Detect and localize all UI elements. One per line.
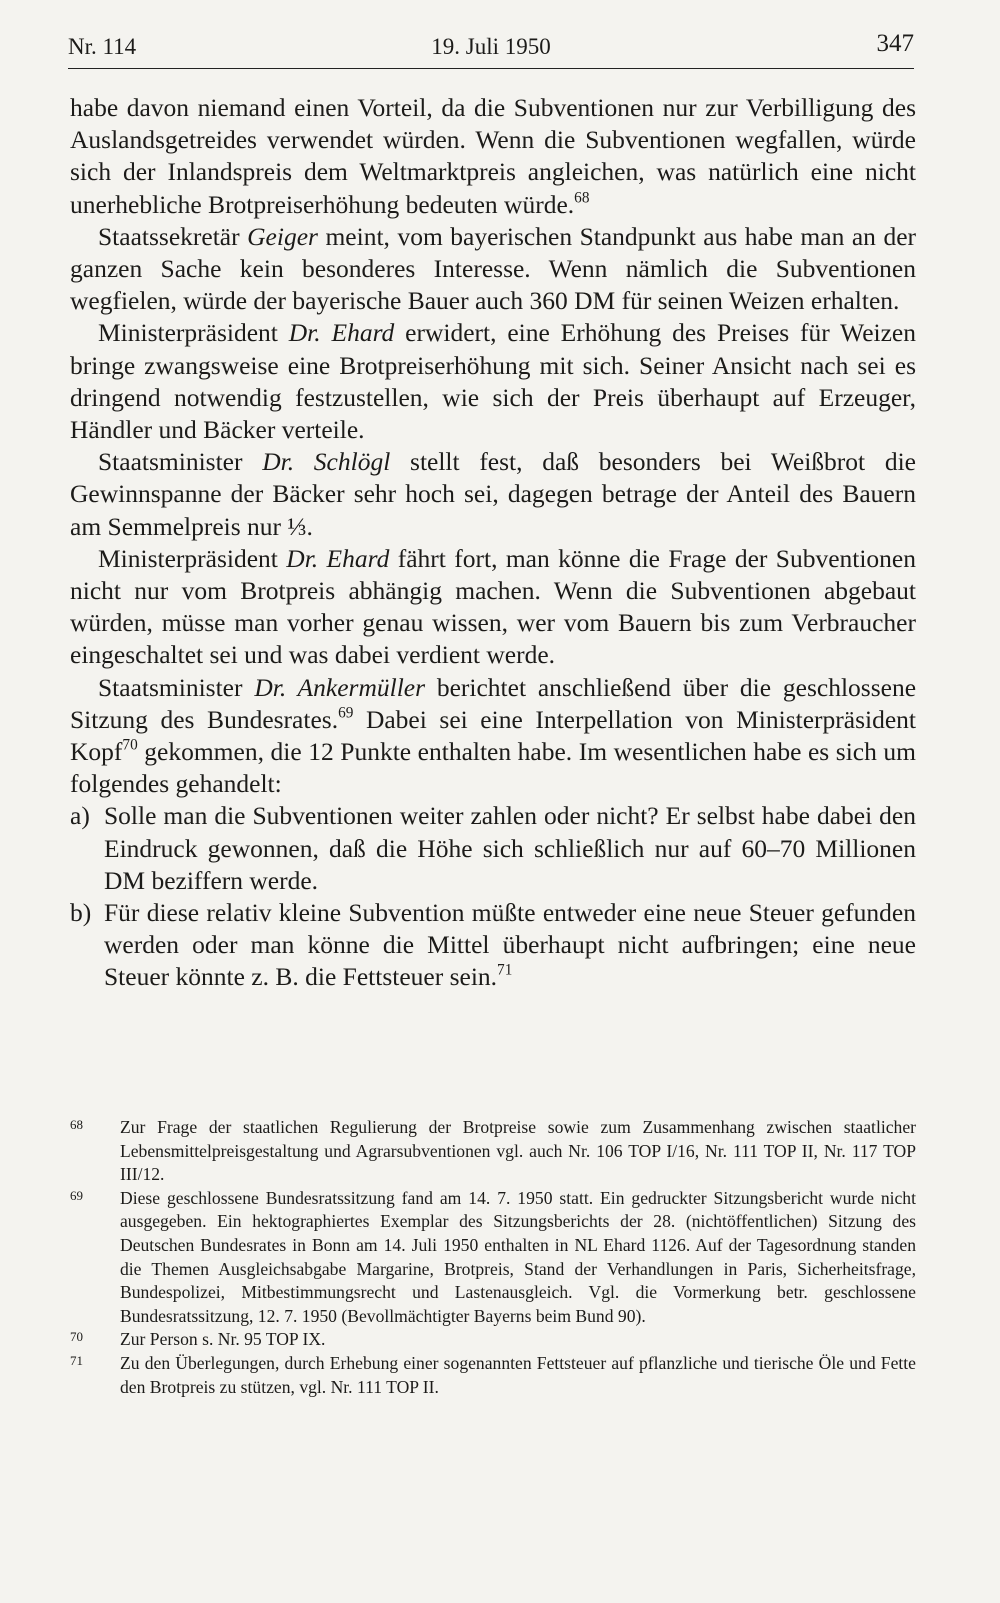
paragraph: Ministerpräsident Dr. Ehard fährt fort, man könne die Frage der Subventionen nicht nur vom Brotpreis abhängig machen. Wenn die Subventionen abgebaut würden, müsse man vorher genau wissen, wer vom Bauern bis zum Verbraucher eingeschaltet sei und was dabei verdient werde. xyxy=(70,543,916,670)
footnote-ref: 71 xyxy=(497,961,513,979)
footnote-text: Diese geschlossene Bundesratssitzung fand am 14. 7. 1950 statt. Ein gedruckter Sitzungsbericht wurde nicht ausgegeben. Ein hektographiertes Exemplar des Sitzungsberichts der 28. (nichtöffentlichen) Sitzung des Deutschen Bundesrates in Bonn am 14. Juli 1950 enthalten in NL Ehard 1126. Auf der Tagesordnung standen die Themen Ausgleichsabgabe Margarine, Brotpreis, Stand der Verhandlungen in Paris, Sicherheitsfrage, Bundespolizei, Mitbestimmungsrecht und Lastenausgleich. Vgl. die Vormerkung betr. geschlossene Bundesratssitzung, 12. 7. 1950 (Bevollmächtigter Bayerns beim Bund 90). xyxy=(120,1187,916,1326)
paragraph: Staatsminister Dr. Ankermüller berichtet anschließend über die geschlossene Sitzung des Bundesrates.$^{69}$ Dabei sei eine Interpellation von Ministerpräsident Kopf$^{70}$ gekommen, die 12 Punkte enthalten habe. Im wesentlichen habe es sich um folgendes gehandelt: xyxy=(70,672,917,799)
speaker-name: Dr. Schlögl xyxy=(262,447,391,477)
paragraph: Staatsminister Dr. Schlögl stellt fest, daß besonders bei Weißbrot die Gewinnspanne der Bäcker sehr hoch sei, dagegen betrage der Anteil des Bauern am Semmelpreis nur ⅓. xyxy=(70,447,916,541)
speaker-name: Geiger xyxy=(247,221,318,251)
document-date: 19. Juli 1950 xyxy=(431,34,551,59)
footnote xyxy=(70,1328,916,1352)
document-number: Nr. 114 xyxy=(68,34,137,59)
footnote-number: 68 xyxy=(70,1117,83,1132)
footnote-text: Zur Frage der staatlichen Regulierung der Brotpreise sowie zum Zusammenhang zwischen staatlicher Lebensmittelpreisgestaltung und Agrarsubventionen vgl. auch Nr. 106 TOP I/16, Nr. 111 TOP II, Nr. 117 TOP III/12. xyxy=(120,1117,916,1185)
paragraph: habe davon niemand einen Vorteil, da die Subventionen nur zur Verbilligung des Auslandsgetreides verwendet würden. Wenn die Subventionen wegfallen, würde sich der Inlandspreis dem Weltmarktpreis angleichen, was natürlich eine nicht unerhebliche Brotpreiserhöhung bedeuten würde.$^{68}$ xyxy=(70,93,916,219)
footnote-ref: 69 xyxy=(338,704,354,722)
paragraph: Staatssekretär Geiger meint, vom bayerischen Standpunkt aus habe man an der ganzen Sache kein besonderes Interesse. Wenn nämlich die Subventionen wegfielen, würde der bayerische Bauer auch 360 DM für seinen Weizen erhalten. xyxy=(70,221,917,316)
paragraph: Ministerpräsident Dr. Ehard erwidert, eine Erhöhung des Preises für Weizen bringe zwangsweise eine Brotpreiserhöhung mit sich. Seiner Ansicht nach sei es dringend notwendig festzustellen, wie sich der Preis überhaupt auf Erzeuger, Händler und Bäcker verteile. xyxy=(70,318,916,445)
footnote-number: 71 xyxy=(70,1352,83,1368)
footnote-text: Zur Person s. Nr. 95 TOP IX. xyxy=(120,1329,326,1350)
footnote-number: 69 xyxy=(70,1187,83,1203)
list-item: b) Für diese relativ kleine Subvention müßte entweder eine neue Steuer gefunden werden oder man könne die Mittel überhaupt nicht aufbringen; eine neue Steuer könnte z. B. die Fettsteuer sein.$^{71}$ xyxy=(70,898,916,992)
footnote-text: Zu den Überlegungen, durch Erhebung einer sogenannten Fettsteuer auf pflanzliche und tierische Öle und Fette den Brotpreis zu stützen, vgl. Nr. 111 TOP II. xyxy=(120,1352,916,1397)
list-item: a) Solle man die Subventionen weiter zahlen oder nicht? Er selbst habe dabei den Eindruck gewonnen, daß die Höhe sich schließlich nur auf 60–70 Millionen DM beziffern werde. xyxy=(70,801,916,895)
page-number: 347 xyxy=(876,30,914,57)
speaker-name: Dr. Ehard xyxy=(286,543,390,573)
list-marker: b) xyxy=(70,898,92,928)
footnote xyxy=(70,1116,916,1187)
footnote xyxy=(70,1187,916,1329)
main-text xyxy=(70,92,916,994)
footnote-number: 70 xyxy=(70,1329,83,1345)
speaker-name: Dr. Ankermüller xyxy=(254,672,426,702)
footnote-ref: 70 xyxy=(122,736,138,754)
footnote xyxy=(70,1352,916,1399)
list-marker: a) xyxy=(70,801,90,831)
speaker-name: Dr. Ehard xyxy=(288,318,395,348)
footnotes xyxy=(70,1116,916,1399)
footnote-ref: 68 xyxy=(574,188,590,206)
running-header xyxy=(68,28,914,69)
